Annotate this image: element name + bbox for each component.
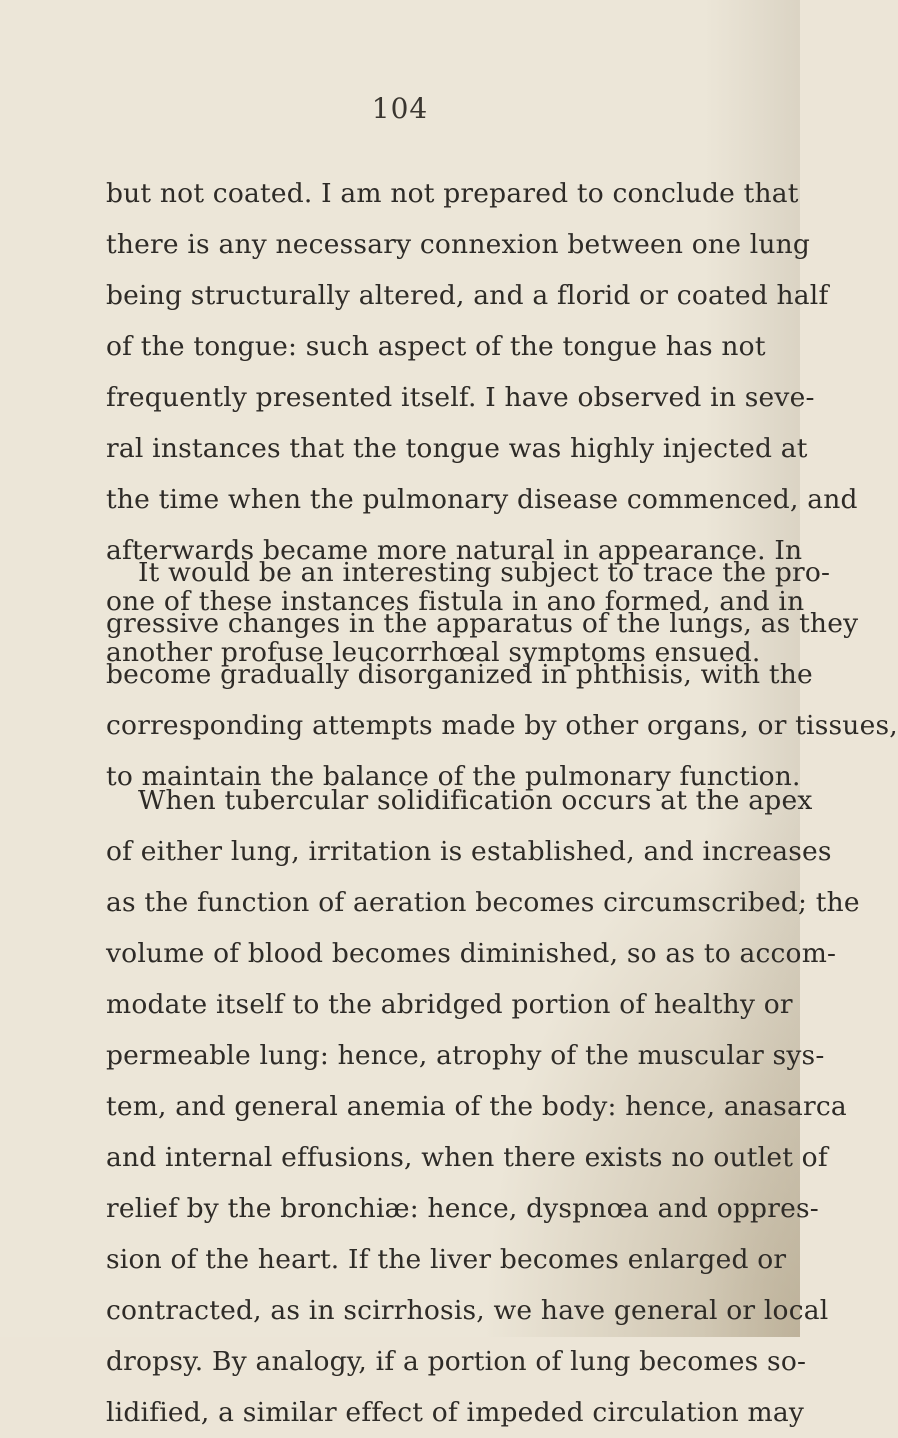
text-line: and internal effusions, when there exists no outlet of (106, 1142, 828, 1173)
text-line: the time when the pulmonary disease commenced, and (106, 484, 858, 515)
text-line: volume of blood becomes diminished, so as to accom- (106, 938, 837, 969)
text-line: become gradually disorganized in phthisis, with the (106, 659, 813, 690)
text-line: It would be an interesting subject to trace the pro- (138, 557, 831, 588)
text-line: modate itself to the abridged portion of healthy or (106, 989, 793, 1020)
text-line: frequently presented itself. I have observed in seve- (106, 382, 815, 413)
text-line: as the function of aeration becomes circumscribed; the (106, 887, 860, 918)
text-line: contracted, as in scirrhosis, we have general or local (106, 1295, 829, 1326)
text-line: afterwards became more natural in appearance. In (106, 535, 803, 566)
text-line: another profuse leucorrhœal symptoms ensued. (106, 637, 761, 668)
text-line: ral instances that the tongue was highly injected at (106, 433, 808, 464)
page-number: 104 (371, 92, 429, 125)
text-line: dropsy. By analogy, if a portion of lung becomes so- (106, 1346, 807, 1377)
text-line: relief by the bronchiæ: hence, dyspnœa and oppres- (106, 1193, 819, 1224)
text-line: there is any necessary connexion between one lung (106, 229, 811, 260)
text-line: but not coated. I am not prepared to conclude that (106, 178, 799, 209)
text-line: to maintain the balance of the pulmonary function. (106, 761, 801, 792)
text-line: sion of the heart. If the liver becomes enlarged or (106, 1244, 787, 1275)
text-line: tem, and general anemia of the body: hence, anasarca (106, 1091, 847, 1122)
text-line: of the tongue: such aspect of the tongue has not (106, 331, 766, 362)
text-line: When tubercular solidification occurs at the apex (138, 785, 813, 816)
text-line: permeable lung: hence, atrophy of the muscular sys- (106, 1040, 825, 1071)
text-line: being structurally altered, and a florid or coated half (106, 280, 829, 311)
text-line: lidified, a similar effect of impeded circulation may (106, 1397, 805, 1428)
text-line: corresponding attempts made by other organs, or tissues, (106, 710, 898, 741)
text-line: gressive changes in the apparatus of the lungs, as they (106, 608, 859, 639)
text-line: of either lung, irritation is established, and increases (106, 836, 832, 867)
text-line: one of these instances fistula in ano formed, and in (106, 586, 805, 617)
